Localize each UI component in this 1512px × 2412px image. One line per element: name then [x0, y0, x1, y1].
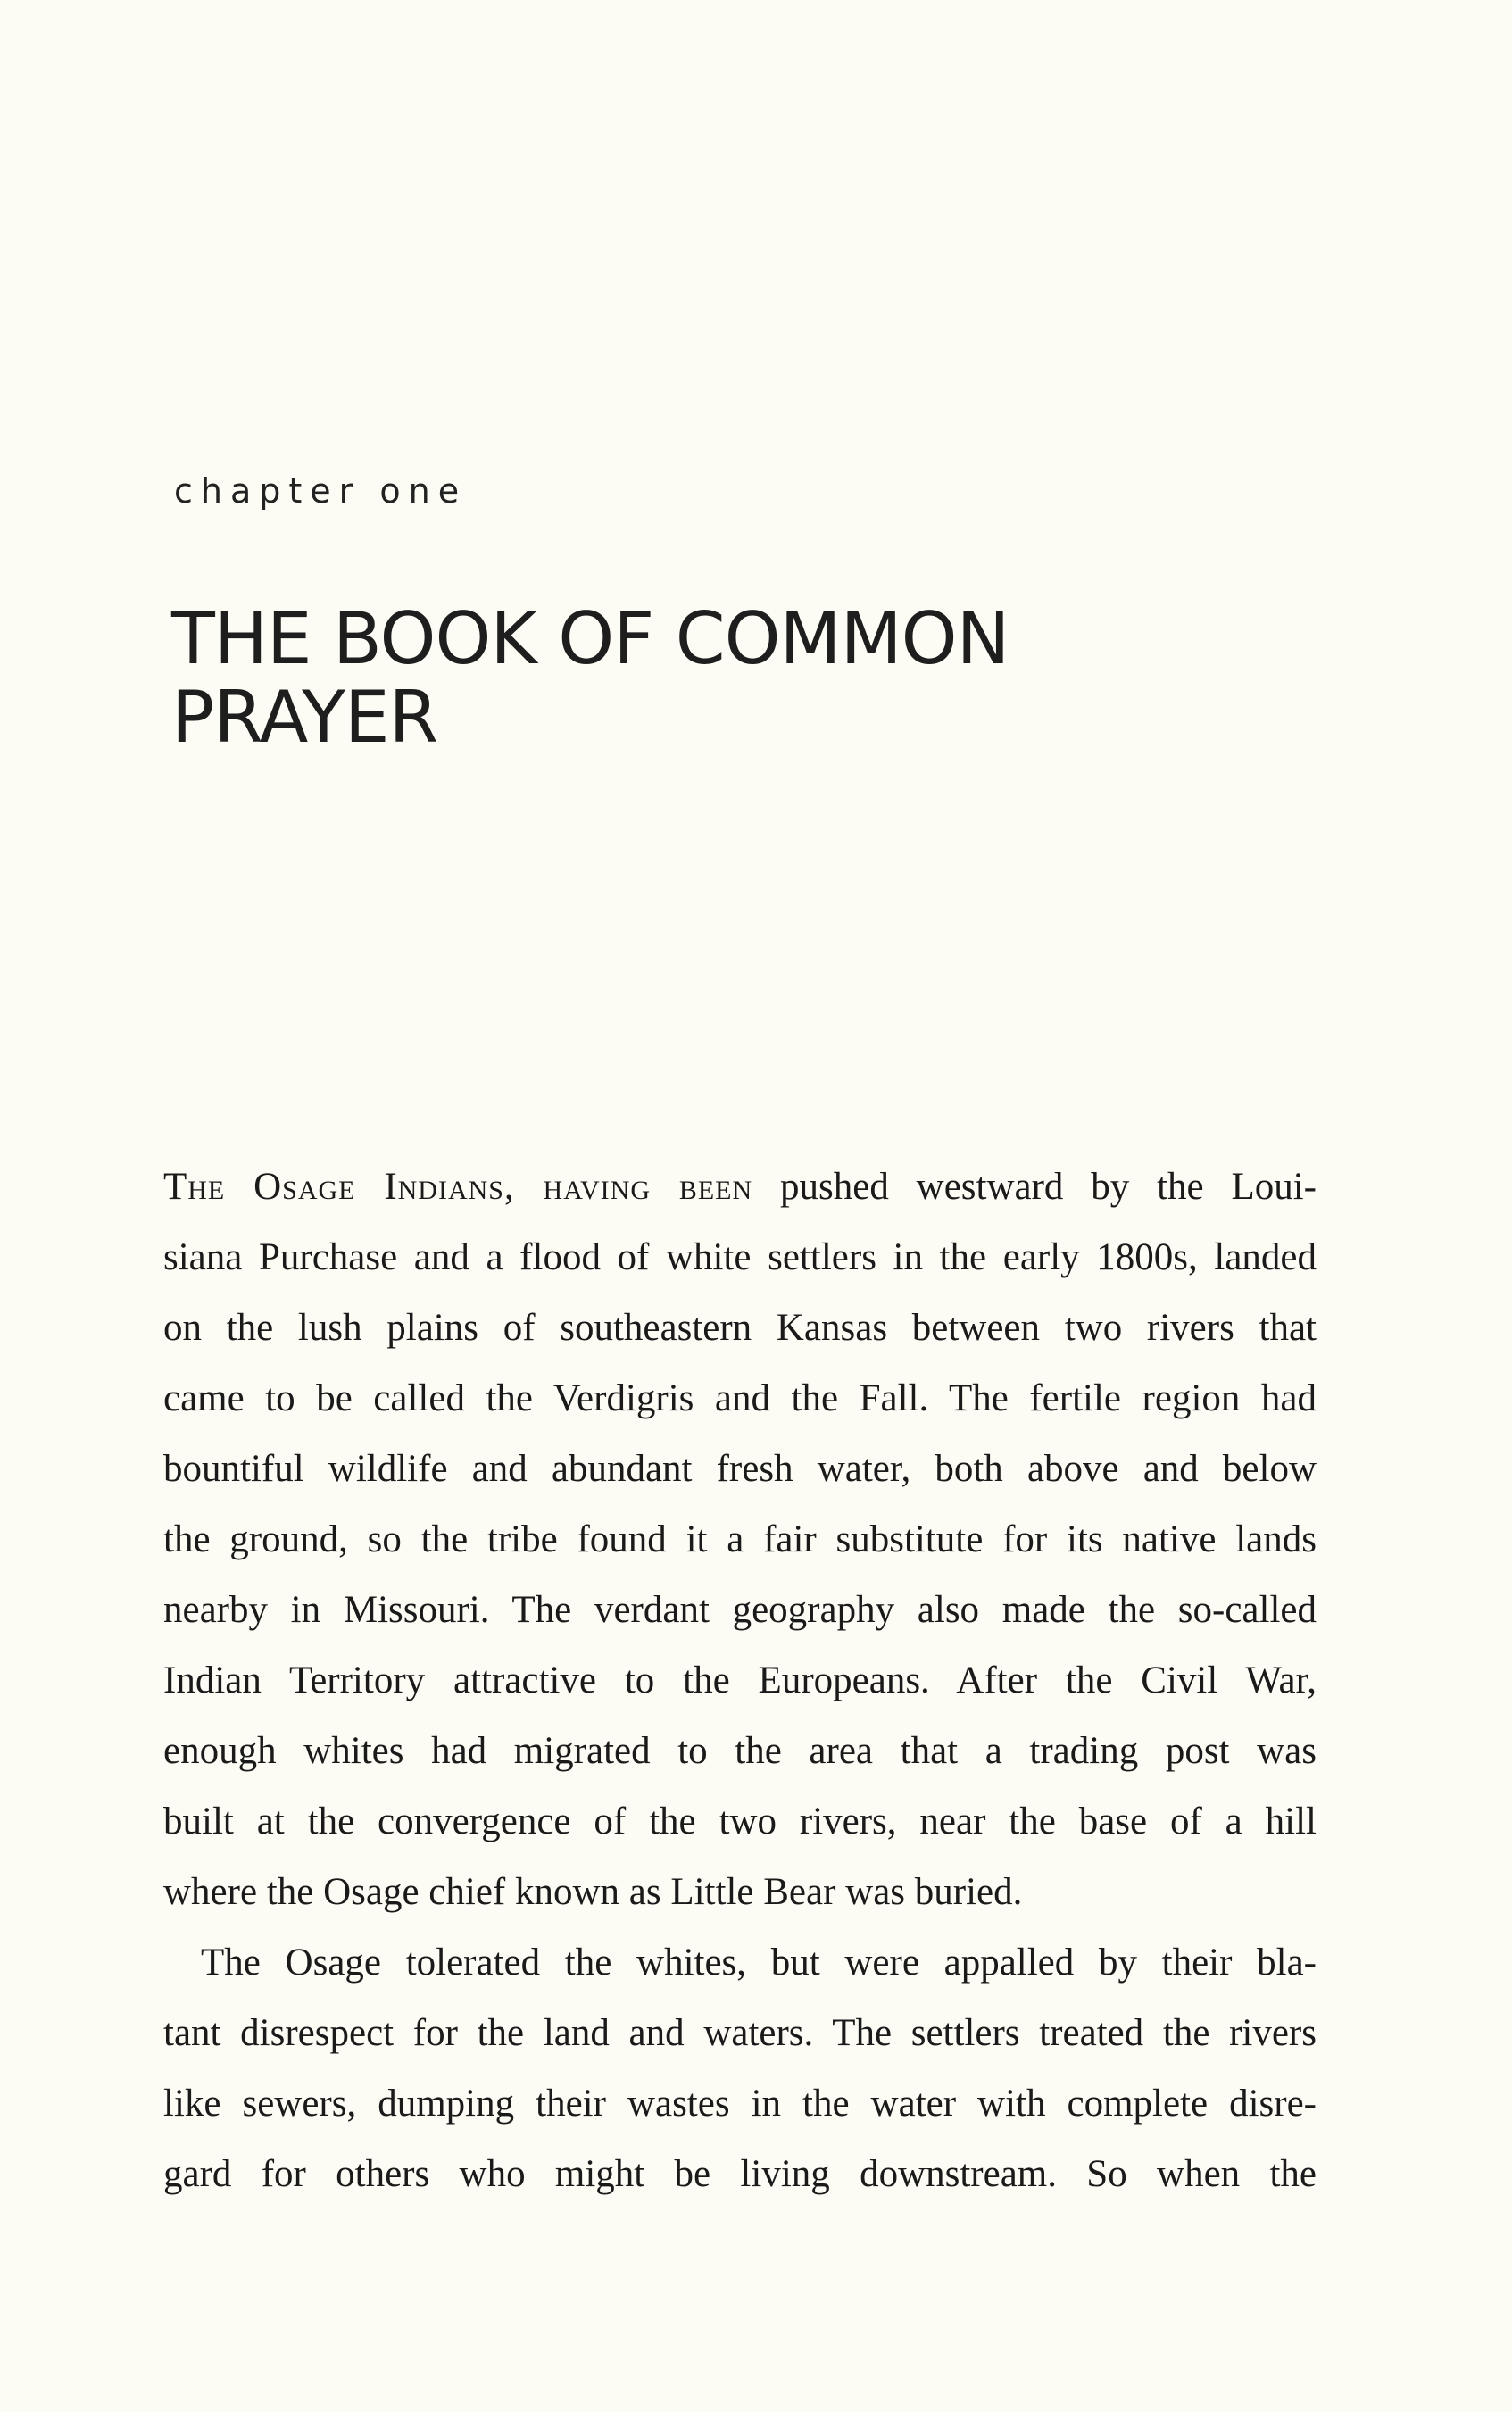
paragraph-1-line-1: The Osage Indians, having been pushed westward by the Loui- — [163, 1166, 1317, 1208]
paragraph-1-line: the ground, so the tribe found it a fair substitute for its native lands — [163, 1518, 1317, 1560]
paragraph-1-line: bountiful wildlife and abundant fresh water, both above and below — [163, 1448, 1317, 1490]
paragraph-1-line: enough whites had migrated to the area that a trading post was — [163, 1730, 1317, 1772]
paragraph-2 — [163, 1927, 1317, 2209]
paragraph-2-line: tant disrespect for the land and waters. The settlers treated the rivers — [163, 2012, 1317, 2054]
paragraph-1-line: siana Purchase and a flood of white settlers in the early 1800s, landed — [163, 1236, 1317, 1278]
paragraph-1-line: came to be called the Verdigris and the Fall. The fertile region had — [163, 1377, 1317, 1419]
chapter-body — [163, 1152, 1317, 2209]
paragraph-1-line: on the lush plains of southeastern Kansas between two rivers that — [163, 1307, 1317, 1349]
paragraph-1-line: built at the convergence of the two rivers, near the base of a hill — [163, 1801, 1317, 1842]
paragraph-1-line: Indian Territory attractive to the Europeans. After the Civil War, — [163, 1659, 1317, 1701]
paragraph-1-line: nearby in Missouri. The verdant geography also made the so-called — [163, 1589, 1317, 1631]
paragraph-2-line: gard for others who might be living downstream. So when the — [163, 2153, 1317, 2195]
paragraph-2-line: like sewers, dumping their wastes in the water with complete disre- — [163, 2083, 1317, 2125]
chapter-title-line-2: PRAYER — [171, 676, 438, 759]
paragraph-1-line: where the Osage chief known as Little Bear was buried. — [163, 1871, 1023, 1913]
paragraph-1 — [163, 1152, 1317, 1927]
chapter-label: chapter one — [174, 471, 468, 511]
chapter-title-line-1: THE BOOK OF COMMON — [171, 597, 1009, 680]
opening-smallcaps: The Osage Indians, having been — [163, 1166, 753, 1208]
chapter-title — [171, 597, 1242, 759]
paragraph-2-line: The Osage tolerated the whites, but were appalled by their bla- — [201, 1942, 1317, 1984]
